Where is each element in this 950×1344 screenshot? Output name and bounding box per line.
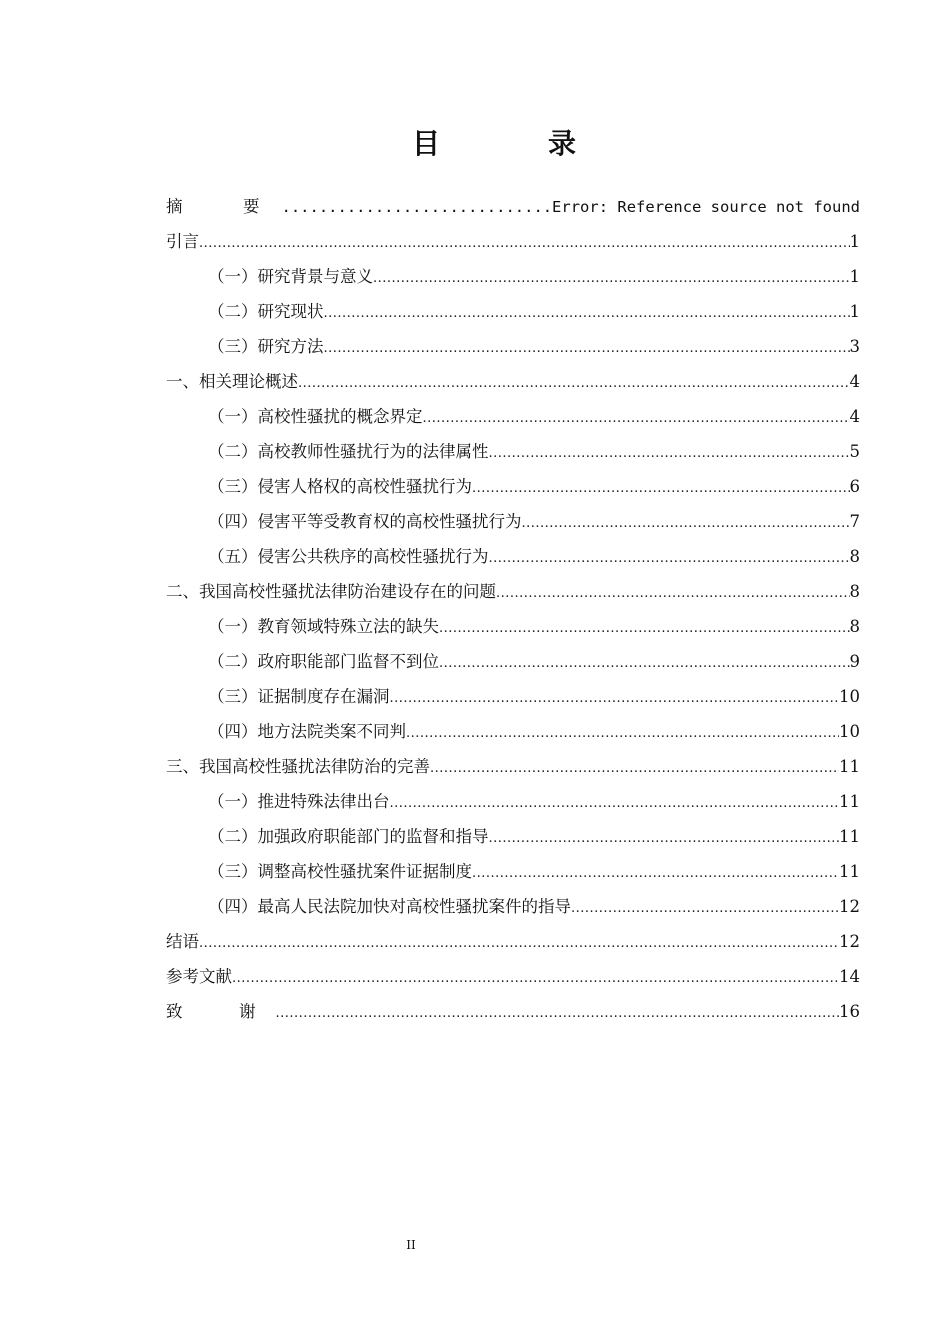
toc-entry-label: （一）教育领域特殊立法的缺失 bbox=[208, 617, 439, 636]
toc-entry-page: 3 bbox=[849, 337, 860, 356]
toc-leader-dots bbox=[298, 367, 850, 399]
toc-entry[interactable] bbox=[166, 787, 860, 822]
toc-entry-label: （五）侵害公共秩序的高校性骚扰行为 bbox=[208, 547, 489, 566]
toc-entry-page: 4 bbox=[849, 407, 860, 426]
toc-entry-label: （四）侵害平等受教育权的高校性骚扰行为 bbox=[208, 512, 522, 531]
toc-entry-page: 7 bbox=[849, 512, 860, 531]
toc-leader-dots bbox=[489, 542, 850, 574]
toc-entry-page: Error: Reference source not found bbox=[552, 198, 860, 216]
toc-entry[interactable] bbox=[166, 962, 860, 997]
toc-entry-label: （二）政府职能部门监督不到位 bbox=[208, 652, 439, 671]
toc-leader-dots bbox=[324, 332, 850, 364]
toc-entry-page: 10 bbox=[839, 722, 860, 741]
table-of-contents bbox=[166, 192, 860, 1032]
toc-entry-page: 14 bbox=[839, 967, 860, 986]
toc-leader-dots bbox=[390, 682, 840, 714]
toc-entry-page: 16 bbox=[839, 1002, 860, 1021]
toc-entry-label: 一、相关理论概述 bbox=[166, 372, 298, 391]
toc-entry[interactable] bbox=[166, 717, 860, 752]
toc-entry-label: 摘 要 bbox=[166, 197, 282, 216]
toc-leader-dots bbox=[489, 437, 850, 469]
toc-entry[interactable] bbox=[166, 542, 860, 577]
toc-leader-dots bbox=[282, 192, 553, 222]
toc-entry[interactable] bbox=[166, 647, 860, 682]
toc-entry-label: （四）最高人民法院加快对高校性骚扰案件的指导 bbox=[208, 897, 571, 916]
toc-entry-label: （一）推进特殊法律出台 bbox=[208, 792, 390, 811]
toc-entry[interactable] bbox=[166, 577, 860, 612]
toc-leader-dots bbox=[232, 962, 839, 994]
toc-entry-page: 11 bbox=[839, 827, 860, 846]
toc-leader-dots bbox=[439, 612, 850, 644]
toc-leader-dots bbox=[390, 787, 840, 819]
toc-leader-dots bbox=[522, 507, 850, 539]
toc-entry-label: 参考文献 bbox=[166, 967, 232, 986]
toc-leader-dots bbox=[496, 577, 850, 609]
toc-entry-label: （三）证据制度存在漏洞 bbox=[208, 687, 390, 706]
toc-entry-page: 12 bbox=[839, 932, 860, 951]
toc-leader-dots bbox=[571, 892, 839, 924]
toc-entry-label: （二）高校教师性骚扰行为的法律属性 bbox=[208, 442, 489, 461]
toc-entry[interactable] bbox=[166, 507, 860, 542]
toc-entry[interactable] bbox=[166, 822, 860, 857]
toc-leader-dots bbox=[373, 262, 850, 294]
toc-entry[interactable] bbox=[166, 262, 860, 297]
toc-entry[interactable] bbox=[166, 472, 860, 507]
toc-entry[interactable] bbox=[166, 227, 860, 262]
toc-entry-label: （一）高校性骚扰的概念界定 bbox=[208, 407, 423, 426]
toc-entry-page: 6 bbox=[849, 477, 860, 496]
toc-entry-label: 引言 bbox=[166, 232, 199, 251]
toc-leader-dots bbox=[439, 647, 850, 679]
toc-leader-dots bbox=[276, 997, 840, 1029]
toc-leader-dots bbox=[199, 227, 850, 259]
toc-entry-page: 11 bbox=[839, 757, 860, 776]
toc-leader-dots bbox=[423, 402, 850, 434]
toc-leader-dots bbox=[406, 717, 839, 749]
toc-entry-label: （三）侵害人格权的高校性骚扰行为 bbox=[208, 477, 472, 496]
toc-entry[interactable] bbox=[166, 857, 860, 892]
toc-entry[interactable] bbox=[166, 367, 860, 402]
toc-entry-page: 1 bbox=[849, 232, 860, 251]
toc-leader-dots bbox=[472, 857, 839, 889]
toc-entry[interactable] bbox=[166, 752, 860, 787]
toc-entry-label: （二）研究现状 bbox=[208, 302, 324, 321]
toc-entry[interactable] bbox=[166, 682, 860, 717]
toc-entry[interactable] bbox=[166, 927, 860, 962]
toc-entry-page: 12 bbox=[839, 897, 860, 916]
toc-leader-dots bbox=[472, 472, 850, 504]
toc-entry-page: 8 bbox=[849, 617, 860, 636]
toc-entry-page: 11 bbox=[839, 862, 860, 881]
toc-entry-label: （四）地方法院类案不同判 bbox=[208, 722, 406, 741]
toc-entry[interactable] bbox=[166, 332, 860, 367]
toc-entry-page: 1 bbox=[849, 267, 860, 286]
toc-entry-label: 三、我国高校性骚扰法律防治的完善 bbox=[166, 757, 430, 776]
toc-leader-dots bbox=[489, 822, 840, 854]
toc-entry-page: 9 bbox=[849, 652, 860, 671]
toc-entry-page: 11 bbox=[839, 792, 860, 811]
toc-entry-page: 10 bbox=[839, 687, 860, 706]
toc-entry[interactable] bbox=[166, 297, 860, 332]
toc-entry-label: （三）研究方法 bbox=[208, 337, 324, 356]
toc-entry-label: 致 谢 bbox=[166, 1002, 276, 1021]
toc-entry[interactable] bbox=[166, 402, 860, 437]
toc-leader-dots bbox=[199, 927, 839, 959]
toc-entry[interactable] bbox=[166, 437, 860, 472]
toc-entry-page: 1 bbox=[849, 302, 860, 321]
toc-entry-label: （三）调整高校性骚扰案件证据制度 bbox=[208, 862, 472, 881]
toc-entry-page: 4 bbox=[849, 372, 860, 391]
toc-leader-dots bbox=[324, 297, 850, 329]
toc-entry-label: （二）加强政府职能部门的监督和指导 bbox=[208, 827, 489, 846]
toc-entry-page: 8 bbox=[849, 547, 860, 566]
toc-entry-label: （一）研究背景与意义 bbox=[208, 267, 373, 286]
toc-entry[interactable] bbox=[166, 997, 860, 1032]
toc-entry-page: 5 bbox=[849, 442, 860, 461]
toc-entry[interactable] bbox=[166, 612, 860, 647]
toc-entry[interactable] bbox=[166, 892, 860, 927]
page-title: 目 录 bbox=[411, 127, 616, 160]
toc-entry-page: 8 bbox=[849, 582, 860, 601]
toc-entry-label: 结语 bbox=[166, 932, 199, 951]
toc-entry-label: 二、我国高校性骚扰法律防治建设存在的问题 bbox=[166, 582, 496, 601]
toc-entry[interactable] bbox=[166, 192, 860, 227]
page-number: II bbox=[406, 1238, 416, 1252]
toc-leader-dots bbox=[430, 752, 839, 784]
